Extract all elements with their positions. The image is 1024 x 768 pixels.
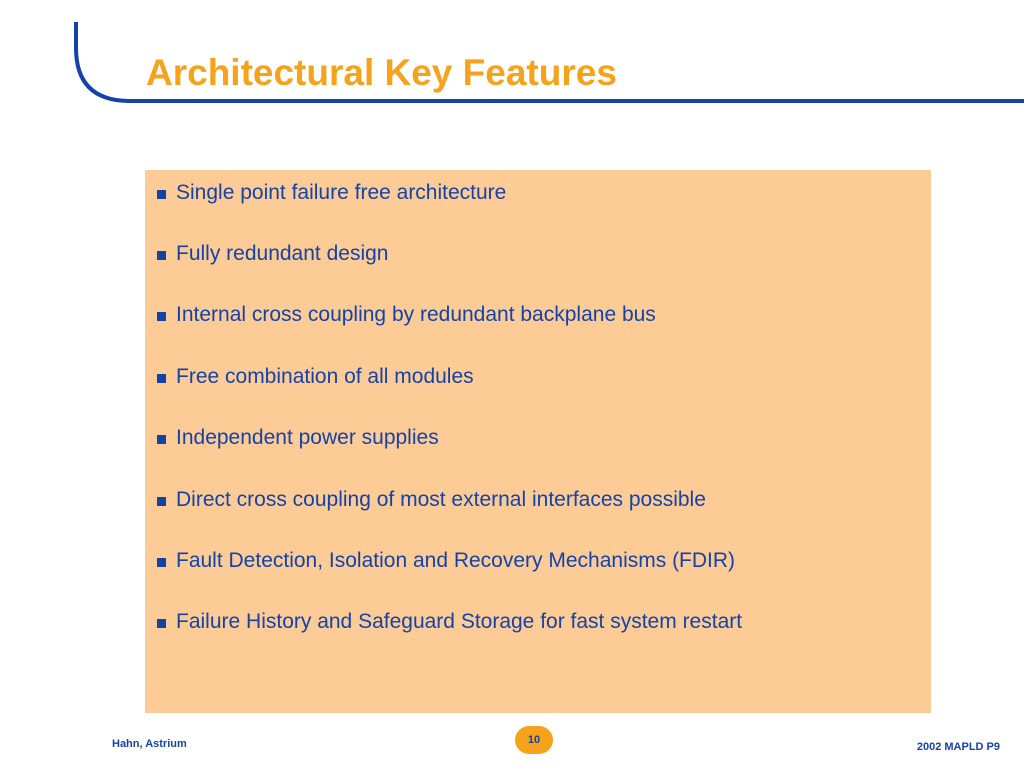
- slide-title: Architectural Key Features: [146, 52, 617, 93]
- square-bullet-icon: [157, 374, 166, 383]
- square-bullet-icon: [157, 251, 166, 260]
- page-number-badge: [515, 726, 553, 754]
- list-item: [157, 546, 735, 576]
- list-item: [157, 362, 474, 392]
- square-bullet-icon: [157, 190, 166, 199]
- list-item: [157, 239, 388, 269]
- list-item-text: Single point failure free architecture: [176, 181, 507, 204]
- footer-author: Hahn, Astrium: [112, 738, 187, 750]
- footer-event: 2002 MAPLD P9: [916, 741, 1000, 753]
- list-item: [157, 178, 506, 208]
- square-bullet-icon: [157, 312, 166, 321]
- list-item-text: Direct cross coupling of most external interfaces possible: [176, 488, 706, 511]
- list-item-text: Internal cross coupling by redundant backplane bus: [176, 303, 656, 326]
- page-number: 10: [527, 734, 541, 746]
- square-bullet-icon: [157, 497, 166, 506]
- square-bullet-icon: [157, 558, 166, 567]
- square-bullet-icon: [157, 435, 166, 444]
- list-item-text: Free combination of all modules: [176, 365, 474, 388]
- list-item: [157, 607, 742, 637]
- square-bullet-icon: [157, 619, 166, 628]
- list-item-text: Failure History and Safeguard Storage for fast system restart: [176, 610, 743, 633]
- list-item: [157, 485, 706, 515]
- list-item-text: Fault Detection, Isolation and Recovery Mechanisms (FDIR): [176, 549, 736, 572]
- list-item-text: Independent power supplies: [176, 426, 439, 449]
- list-item: [157, 300, 656, 330]
- list-item: [157, 423, 439, 453]
- feature-list-box: [145, 170, 931, 713]
- list-item-text: Fully redundant design: [176, 242, 389, 265]
